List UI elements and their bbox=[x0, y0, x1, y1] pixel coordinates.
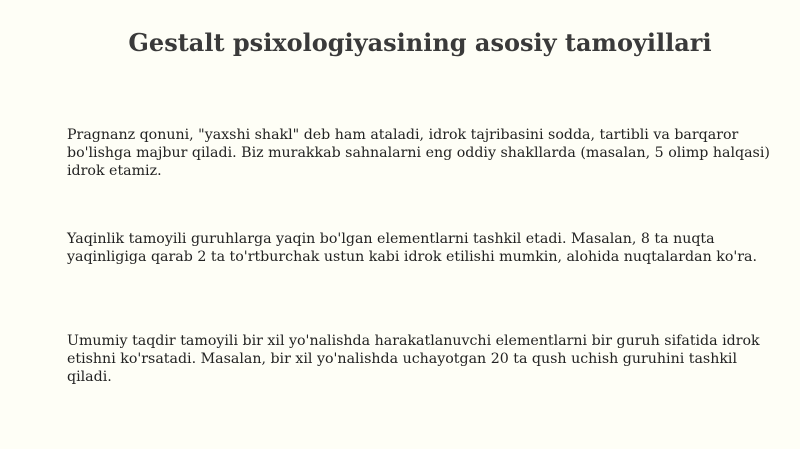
slide-title: Gestalt psixologiyasining asosiy tamoyillari bbox=[128, 28, 712, 57]
paragraph-common-fate: Umumiy taqdir tamoyili bir xil yo'nalishda harakatlanuvchi elementlarni bir guruh sifatida idrok etishni ko'rsatadi. Masalan, bir xil yo'nalishda uchayotgan 20 ta qush uchish guruhini tashkil qiladi. bbox=[67, 333, 760, 385]
paragraph-proximity: Yaqinlik tamoyili guruhlarga yaqin bo'lgan elementlarni tashkil etadi. Masalan, 8 ta nuqta yaqinligiga qarab 2 ta to'rtburchak ustun kabi idrok etilishi mumkin, alohida nuqtalardan ko'ra. bbox=[67, 231, 758, 265]
paragraph-pragnanz: Pragnanz qonuni, "yaxshi shakl" deb ham ataladi, idrok tajribasini sodda, tartibli va barqaror bo'lishga majbur qiladi. Biz murakkab sahnalarni eng oddiy shakllarda (masalan, 5 olimp halqasi) idrok etamiz. bbox=[67, 127, 770, 179]
